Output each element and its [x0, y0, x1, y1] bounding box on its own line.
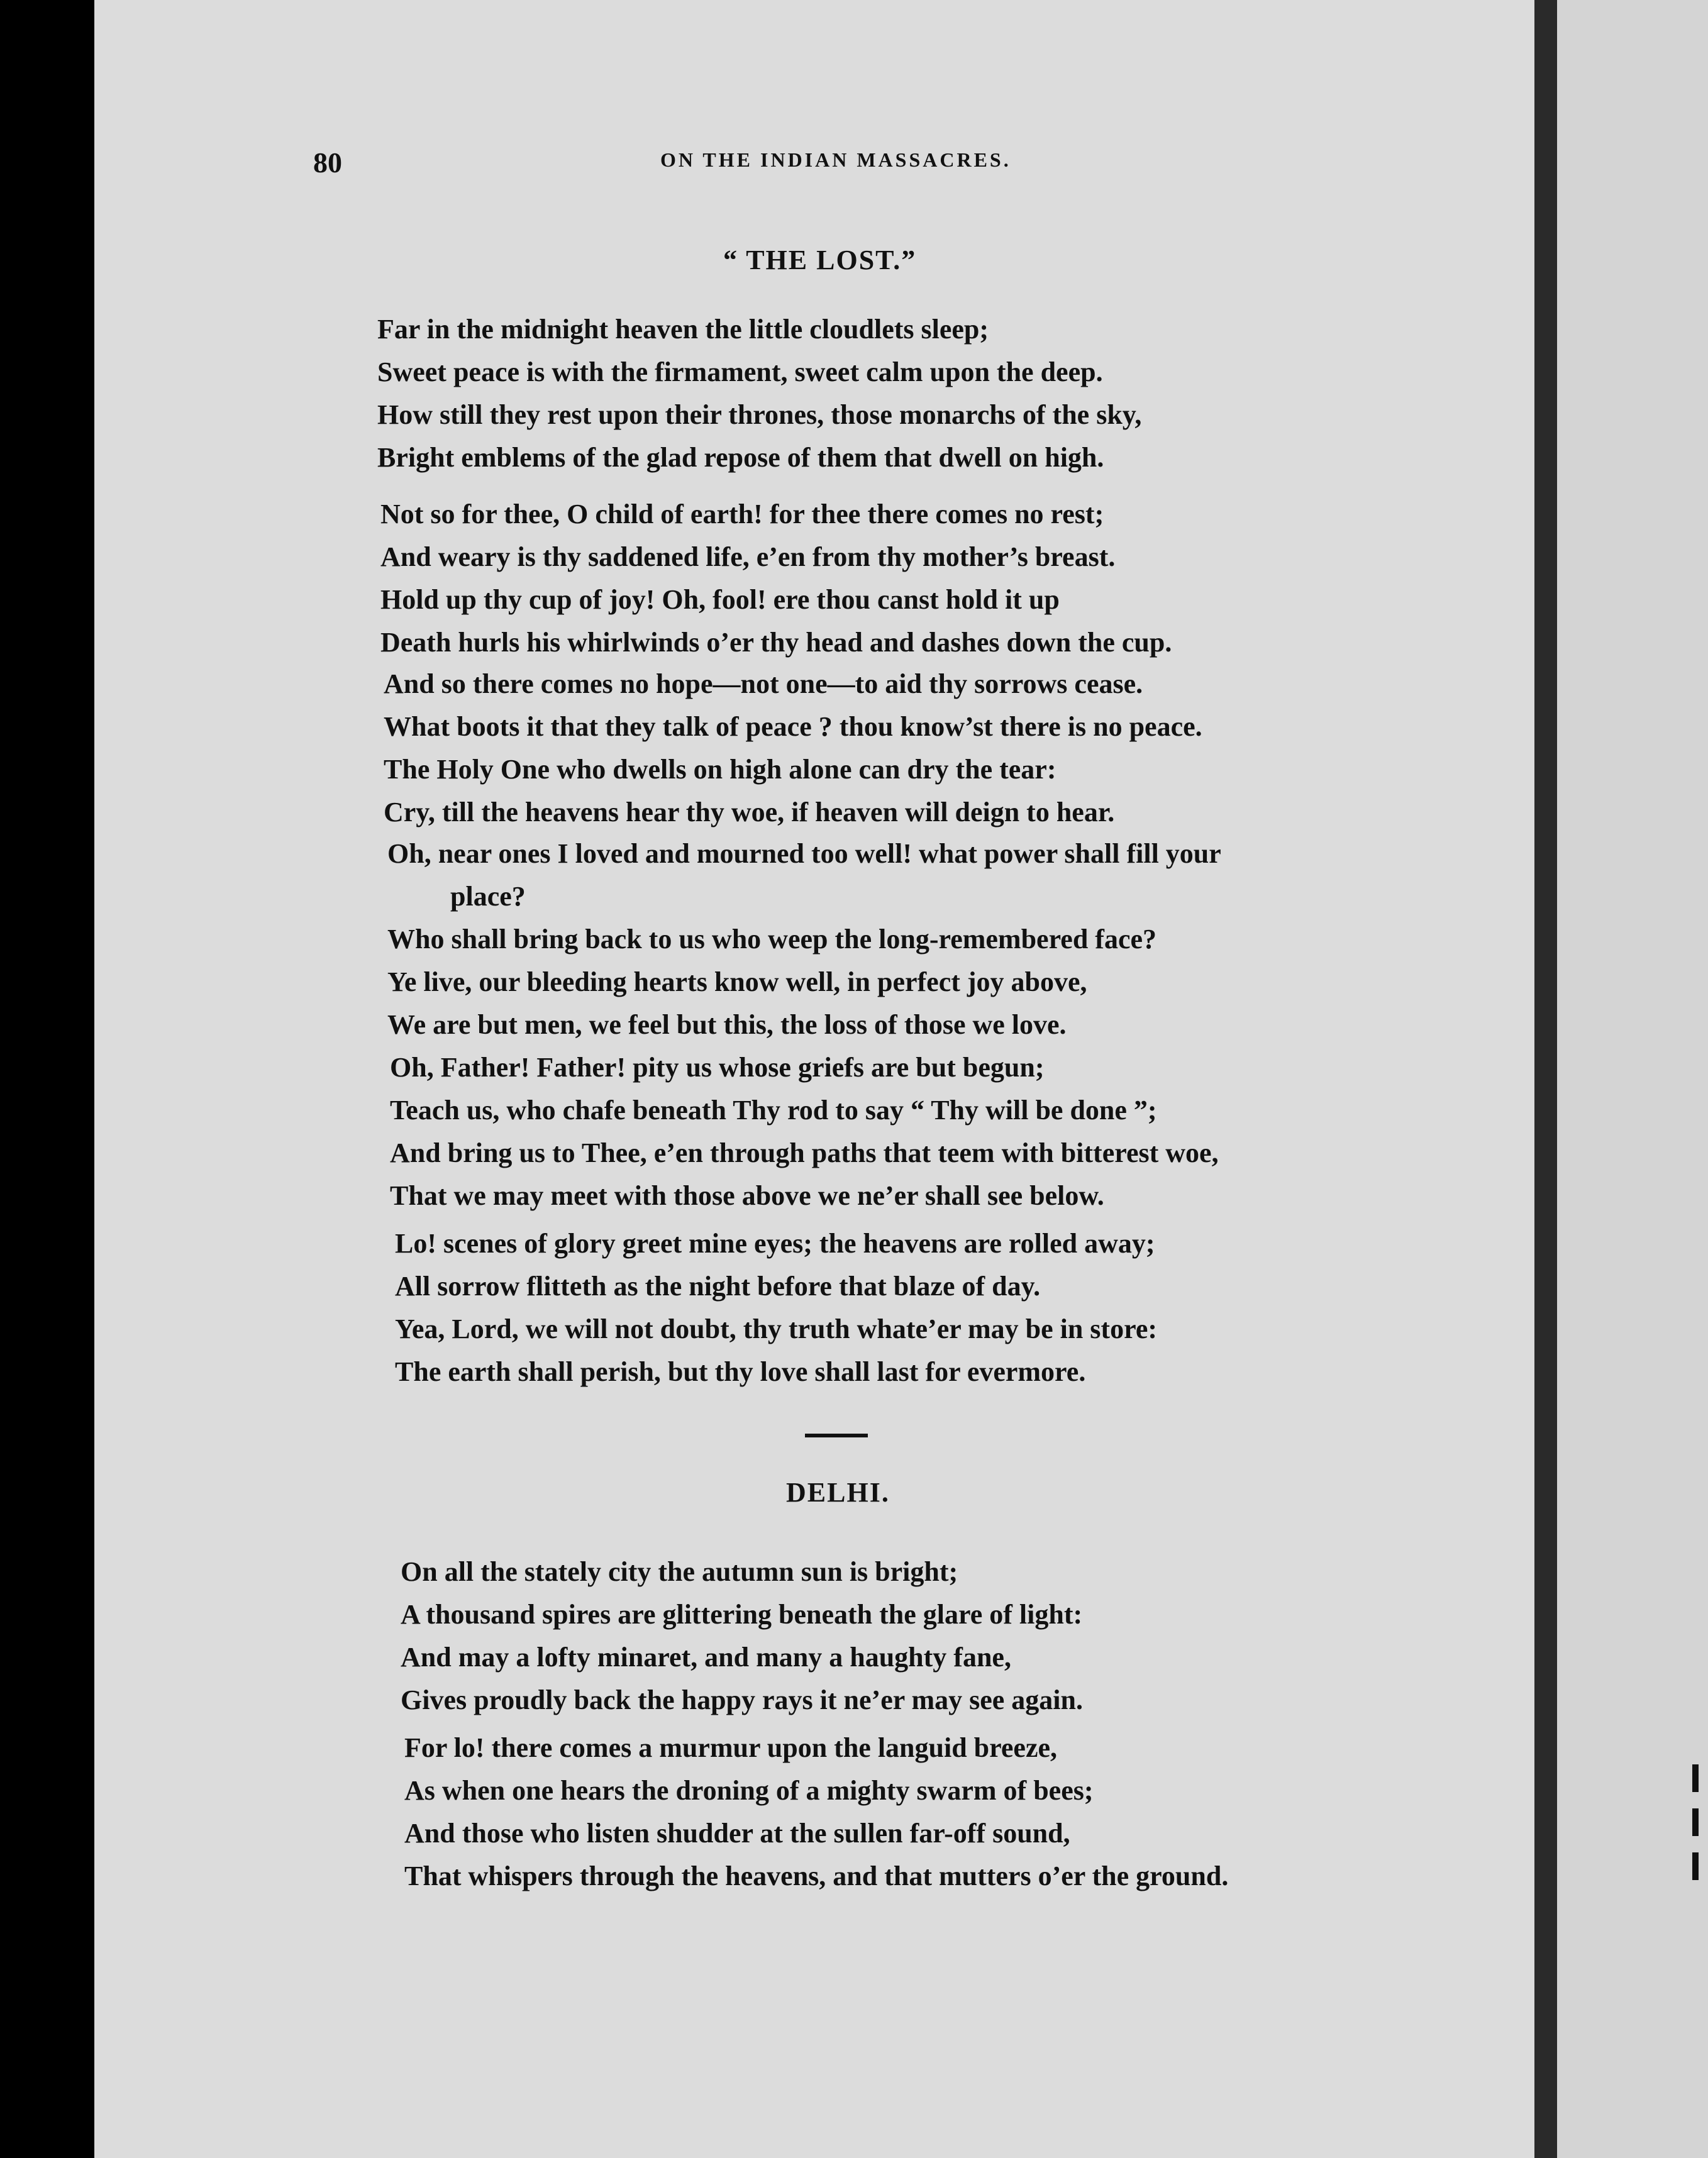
verse-line: Cry, till the heavens hear thy woe, if heaven will deign to hear.	[384, 797, 1115, 827]
verse-line: And weary is thy saddened life, e’en from thy mother’s breast.	[380, 541, 1116, 572]
verse-line: For lo! there comes a murmur upon the languid breeze,	[404, 1732, 1057, 1763]
verse-line: That we may meet with those above we ne’er shall see below.	[390, 1180, 1104, 1211]
verse-line: What boots it that they talk of peace ? thou know’st there is no peace.	[384, 711, 1202, 742]
verse-line: All sorrow flitteth as the night before that blaze of day.	[395, 1271, 1041, 1302]
verse-line: As when one hears the droning of a mighty swarm of bees;	[404, 1775, 1094, 1806]
verse-line: How still they rest upon their thrones, those monarchs of the sky,	[377, 399, 1142, 430]
stanza	[377, 308, 1141, 479]
stanza	[387, 833, 1221, 1046]
running-head: ON THE INDIAN MASSACRES.	[660, 148, 1011, 171]
verse-line: That whispers through the heavens, and that mutters o’er the ground.	[404, 1861, 1229, 1891]
facing-page-glyph	[1692, 1764, 1699, 1792]
verse-line: Who shall bring back to us who weep the long-remembered face?	[387, 924, 1157, 954]
verse-line: place?	[450, 881, 526, 912]
stanza	[401, 1551, 1083, 1722]
verse-line: Lo! scenes of glory greet mine eyes; the heavens are rolled away;	[395, 1228, 1155, 1259]
verse-line: And so there comes no hope—not one—to aid thy sorrows cease.	[384, 668, 1143, 699]
facing-page-glyph	[1692, 1808, 1699, 1836]
stanza	[380, 493, 1172, 664]
facing-page-glyph	[1692, 1852, 1699, 1880]
verse-line: Bright emblems of the glad repose of them that dwell on high.	[377, 442, 1104, 473]
stanza	[395, 1222, 1157, 1393]
page-number: 80	[313, 147, 342, 179]
verse-line: Teach us, who chafe beneath Thy rod to say “ Thy will be done ”;	[390, 1095, 1157, 1126]
poem-title-delhi: DELHI.	[786, 1477, 890, 1508]
poem-title-the-lost: “ THE LOST.”	[723, 245, 917, 275]
scanned-page	[94, 0, 1547, 2158]
verse-line: And bring us to Thee, e’en through paths that teem with bitterest woe,	[390, 1137, 1219, 1168]
verse-line: Hold up thy cup of joy! Oh, fool! ere thou canst hold it up	[380, 584, 1060, 615]
verse-line: On all the stately city the autumn sun is bright;	[401, 1556, 958, 1587]
verse-line: Far in the midnight heaven the little cloudlets sleep;	[377, 314, 989, 345]
verse-line: Death hurls his whirlwinds o’er thy head and dashes down the cup.	[380, 627, 1172, 658]
verse-line: Yea, Lord, we will not doubt, thy truth whate’er may be in store:	[395, 1314, 1157, 1344]
stanza	[390, 1046, 1219, 1217]
verse-line: A thousand spires are glittering beneath the glare of light:	[401, 1599, 1083, 1630]
verse-line: The Holy One who dwells on high alone can dry the tear:	[384, 754, 1056, 785]
verse-line: Oh, Father! Father! pity us whose griefs are but begun;	[390, 1052, 1045, 1083]
book-gutter	[1534, 0, 1557, 2158]
verse-line: And may a lofty minaret, and many a haughty fane,	[401, 1642, 1011, 1673]
verse-line: Gives proudly back the happy rays it ne’er may see again.	[401, 1685, 1083, 1715]
verse-line: The earth shall perish, but thy love shall last for evermore.	[395, 1356, 1086, 1387]
verse-line: Sweet peace is with the firmament, sweet calm upon the deep.	[377, 357, 1103, 387]
stanza	[384, 663, 1202, 834]
verse-line: Ye live, our bleeding hearts know well, in perfect joy above,	[387, 966, 1087, 997]
verse-line: Oh, near ones I loved and mourned too well! what power shall fill your	[387, 838, 1221, 869]
verse-line: And those who listen shudder at the sullen far-off sound,	[404, 1818, 1070, 1849]
verse-line: We are but men, we feel but this, the loss of those we love.	[387, 1009, 1067, 1040]
stanza	[404, 1727, 1228, 1898]
verse-line: Not so for thee, O child of earth! for thee there comes no rest;	[380, 499, 1104, 529]
section-divider	[805, 1434, 868, 1437]
facing-page-edge	[1557, 0, 1708, 2158]
